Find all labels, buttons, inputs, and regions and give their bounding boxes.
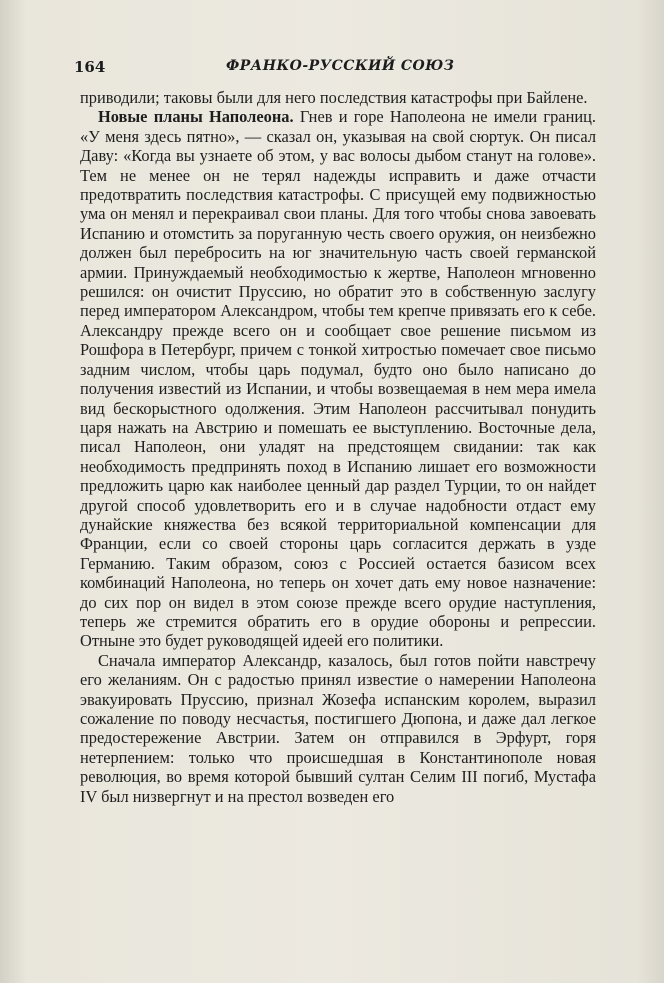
paragraph (80, 88, 596, 107)
paragraph-text: Гнев и горе Наполеона не имели границ. «У меня здесь пятно», — сказал он, указывая на свой сюртук. Он писал Даву: «Когда вы узнаете об этом, у вас волосы дыбом станут на голове». Тем не менее он не терял надежды исправить и даже отчасти предотвратить последствия катастрофы. С присущей ему подвижностью ума он менял и перекраивал свои планы. Для того чтобы снова завоевать Испанию и отомстить за поруганную честь своего оружия, он неизбежно должен был перебросить на юг значительную часть своей германской армии. Принуждаемый необходимостью к жертве, Наполеон мгновенно решился: он очистит Пруссию, но обратит это в собственную заслугу перед императором Александром, чтобы тем крепче привязать его к себе. Александру прежде всего он и сообщает свое решение письмом из Рошфора в Петербург, причем с тонкой хитростью помечает свое письмо задним числом, чтобы царь подумал, будто оно было написано до получения известий из Испании, и чтобы возвещаемая в нем мера имела вид бескорыстного одолжения. Этим Наполеон рассчитывал понудить царя нажать на Австрию и помешать ее выступлению. Восточные дела, писал Наполеон, они уладят на предстоящем свидании: так как необходимость предпринять поход в Испанию лишает его возможности предложить царю как наиболее ценный дар раздел Турции, то он найдет другой способ удовлетворить его и в случае надобности отдаст ему дунайские княжества без всякой территориальной компенсации для Франции, если со своей стороны царь согласится держать в узде Германию. Таким образом, союз с Россией остается базисом всех комбинаций Наполеона, но теперь он хочет дать ему новое назначение: до сих пор он видел в этом союзе прежде всего орудие наступления, теперь же стремится обратить его в орудие обороны и репрессии. Отныне это будет руководящей идеей его политики. (80, 107, 596, 651)
paragraph-text: приводили; таковы были для него последствия катастрофы при Байлене. (80, 88, 588, 107)
body-text (80, 88, 596, 806)
page-header (74, 58, 604, 78)
page-number: 164 (74, 58, 106, 76)
paragraph-text: Сначала император Александр, казалось, был готов пойти навстречу его желаниям. Он с радостью принял известие о намерении Наполеона эвакуировать Пруссию, признал Жозефа испанским королем, выразил сожаление по поводу несчастья, постигшего Дюпона, и даже дал легкое предостережение Австрии. Затем он отправился в Эрфурт, горя нетерпением: только что происшедшая в Константинополе новая революция, во время которой бывший султан Селим III погиб, Мустафа IV был низвергнут и на престол возведен его (80, 650, 596, 806)
running-title: ФРАНКО-РУССКИЙ СОЮЗ (226, 58, 455, 74)
paragraph (80, 651, 596, 806)
section-heading: Новые планы Наполеона. (98, 107, 294, 127)
paragraph (80, 107, 596, 650)
